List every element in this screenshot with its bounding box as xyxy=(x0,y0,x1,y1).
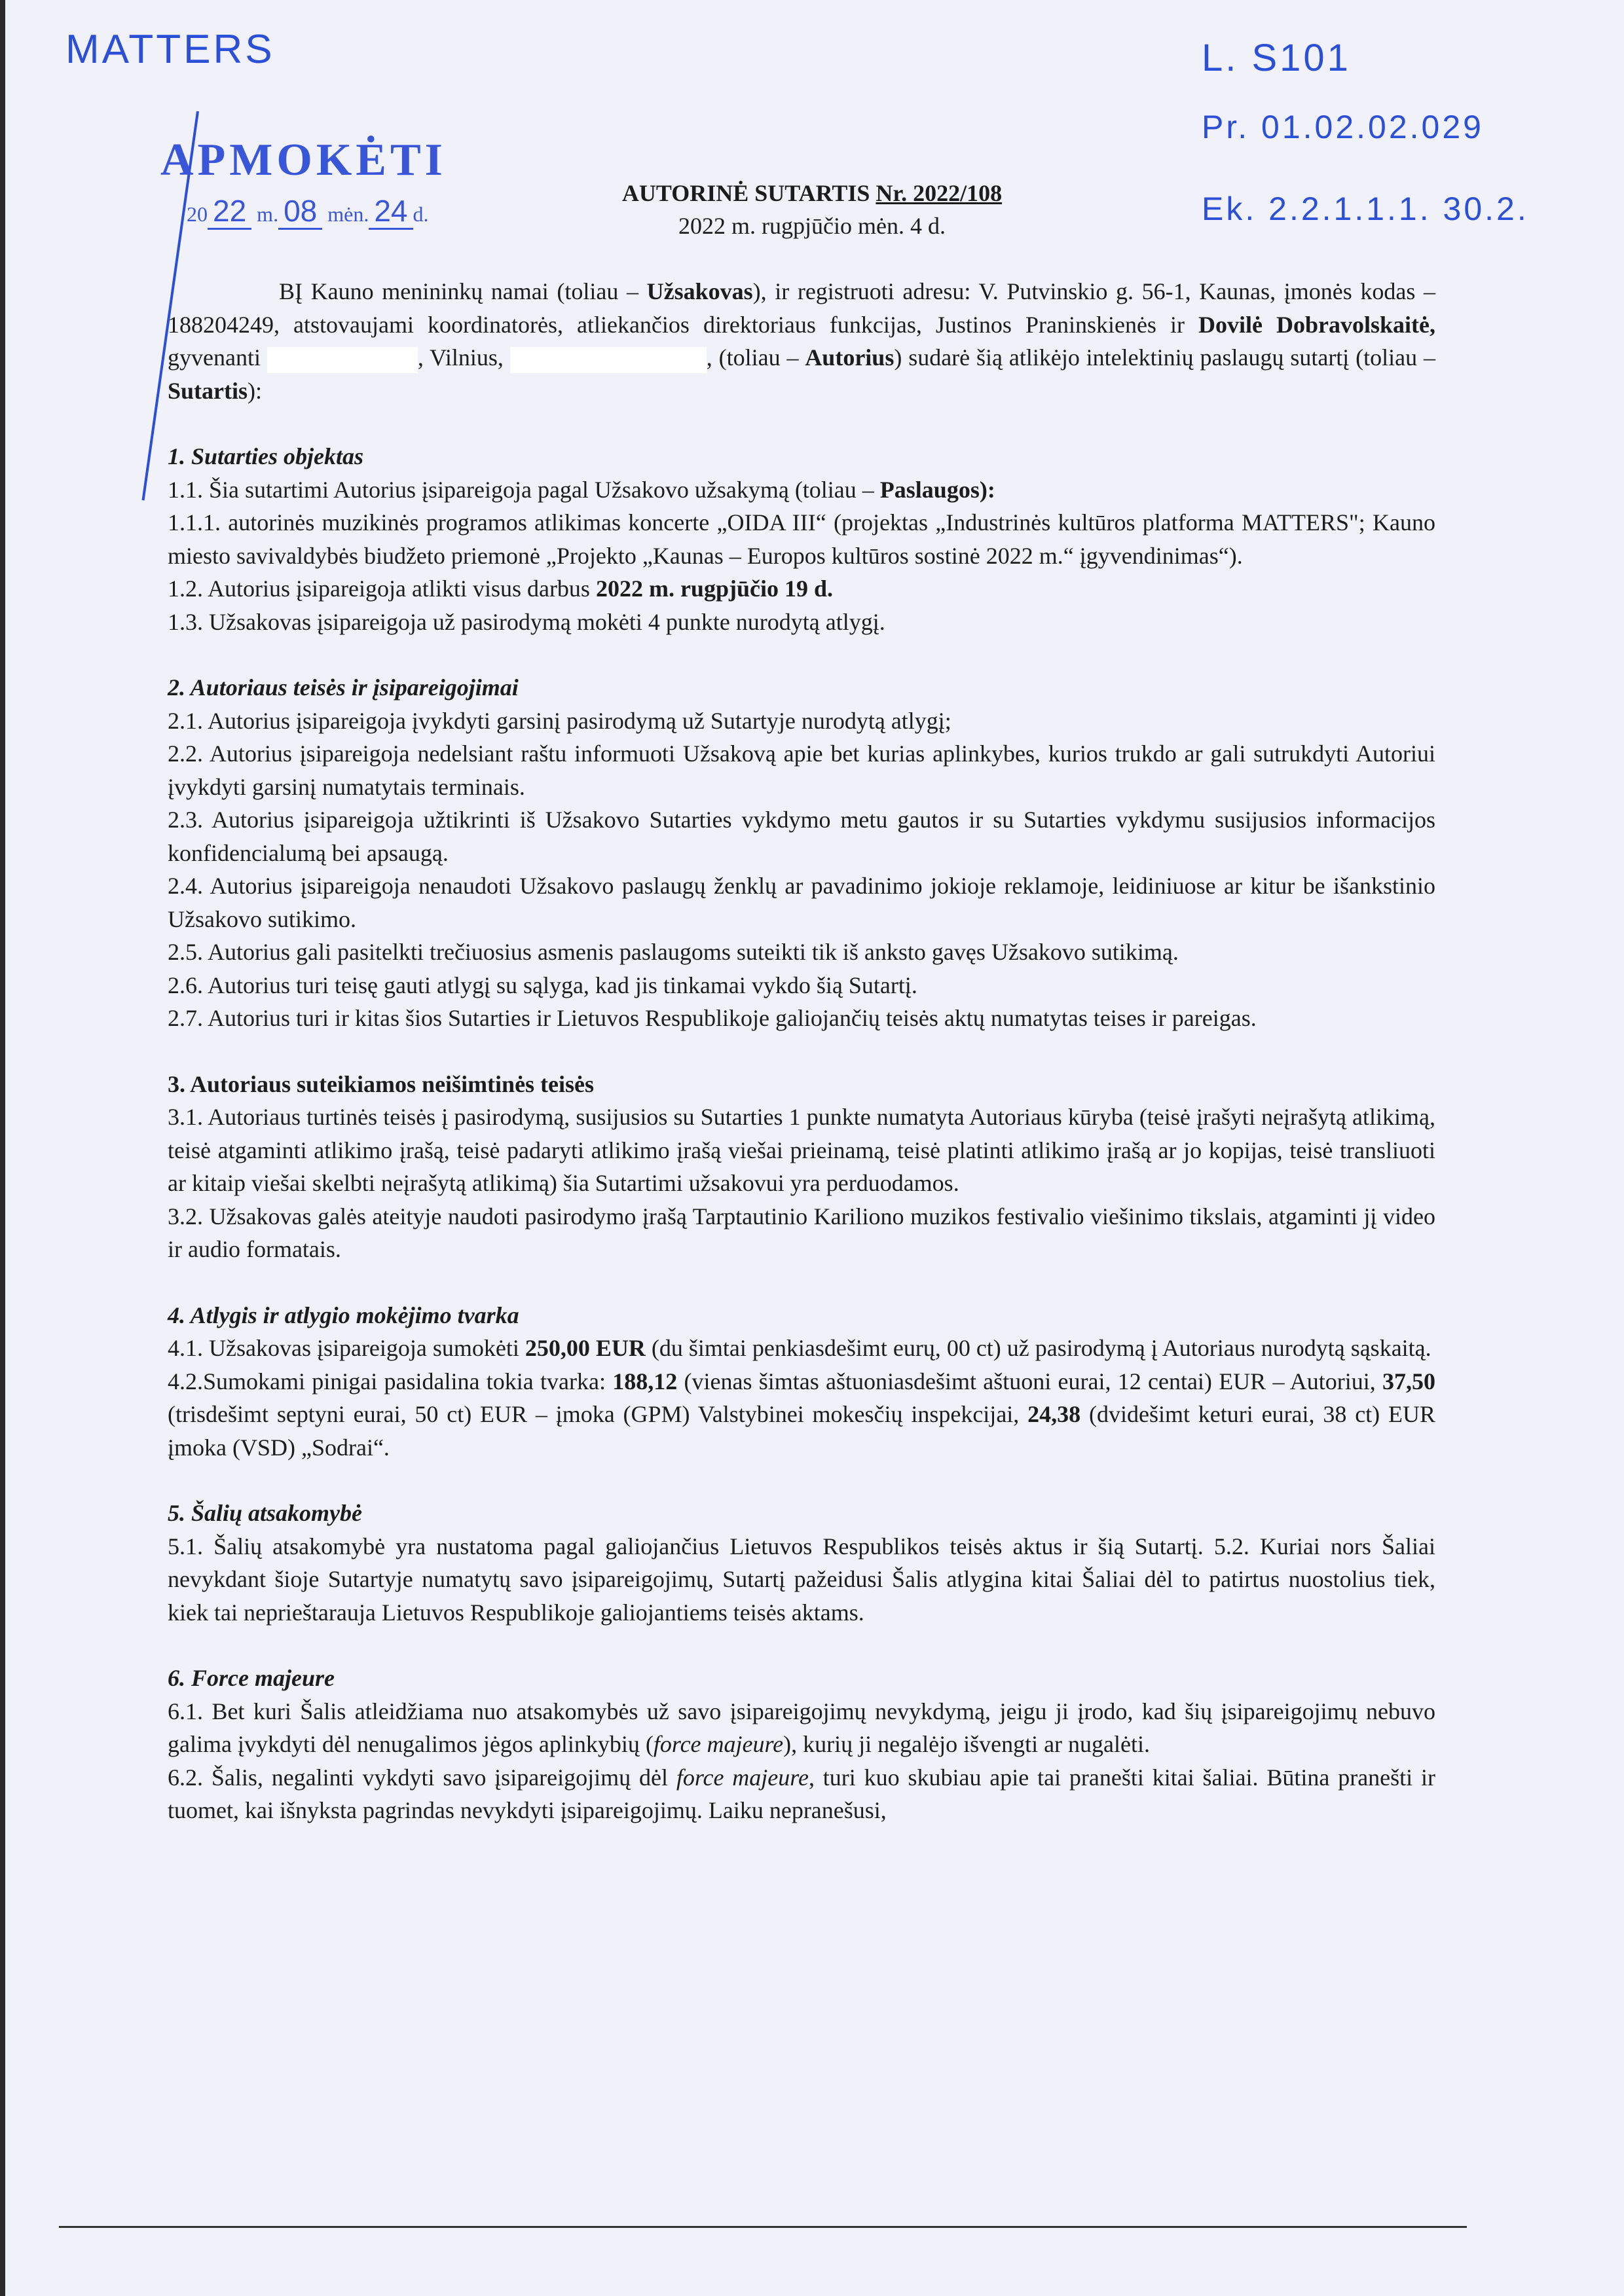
stamp-m: m. xyxy=(257,202,279,226)
stamp-month: 08 xyxy=(278,194,322,230)
bold-text: Dovilė Dobravolskaitė, xyxy=(1198,311,1436,338)
bold-text: 250,00 EUR xyxy=(525,1335,646,1361)
intro-paragraph xyxy=(168,275,1435,407)
text-segment: 2.6. Autorius turi teisę gauti atlygį su sąlyga, kad jis tinkamai vykdo šią Sutartį. xyxy=(168,972,917,998)
text-segment: (vienas šimtas aštuoniasdešimt aštuoni eurai, 12 centai) EUR – Autoriui, xyxy=(677,1368,1383,1394)
document-title xyxy=(0,177,1624,210)
payment-stamp: APMOKĖTI xyxy=(160,135,447,185)
clause-paragraph xyxy=(168,1761,1435,1827)
text-segment: 4.2.Sumokami pinigai pasidalina tokia tvarka: xyxy=(168,1368,613,1394)
italic-text: force majeure xyxy=(676,1764,809,1791)
bold-text: Sutartis xyxy=(168,377,248,404)
section-heading: 3. Autoriaus suteikiamos neišimtinės teisės xyxy=(168,1070,595,1097)
text-segment: ) sudarė šią atlikėjo intelektinių paslaugų sutartį (toliau – xyxy=(894,344,1436,371)
text-segment: 1.2. Autorius įsipareigoja atlikti visus darbus xyxy=(168,575,596,602)
clause-paragraph xyxy=(168,1530,1435,1630)
text-segment: 2.4. Autorius įsipareigoja nenaudoti Užsakovo paslaugų ženklų ar pavadinimo jokioje reklamoje, leidiniuose ar kitur be išankstinio Užsakovo sutikimo. xyxy=(168,873,1435,932)
document-body xyxy=(168,275,1435,1827)
page-bottom-line xyxy=(59,2226,1467,2228)
document-header xyxy=(0,177,1624,242)
clause-paragraph xyxy=(168,1200,1435,1266)
text-segment: 4.1. Užsakovas įsipareigoja sumokėti xyxy=(168,1335,525,1361)
clause-paragraph xyxy=(168,1332,1435,1365)
bold-text: Užsakovas xyxy=(646,278,753,304)
clause-paragraph xyxy=(168,869,1435,936)
text-segment: 2.7. Autorius turi ir kitas šios Sutarties ir Lietuvos Respublikoje galiojančių teisės aktų numatytas teises ir pareigas. xyxy=(168,1005,1257,1031)
clause-paragraph xyxy=(168,737,1435,803)
text-segment: , Vilnius, xyxy=(417,344,510,371)
text-segment: gyvenanti xyxy=(168,344,267,371)
section-heading: 6. Force majeure xyxy=(168,1665,335,1691)
text-segment: ), ir registruoti adresu: V. Putvinskio g. 56-1, Kaunas, įmonės kodas – 188204249, atstovaujami koordinatorės, atliekančios direktoriaus funkcijas, Justinos Praninskienės ir xyxy=(168,278,1435,338)
text-segment: (trisdešimt septyni eurai, 50 ct) EUR – įmoka (GPM) Valstybinei mokesčių inspekcijai, xyxy=(168,1401,1028,1427)
scan-edge xyxy=(0,0,5,2296)
bold-text: Autorius xyxy=(805,344,895,371)
bold-text: 188,12 xyxy=(612,1368,678,1394)
clause-paragraph xyxy=(168,1695,1435,1761)
text-segment: 1.1.1. autorinės muzikinės programos atlikimas koncerte „OIDA III“ (projektas „Industrinės kultūros platforma MATTERS"; Kauno miesto savivaldybės biudžeto priemonė „Projekto „Kaunas – Europos kultūros sostinė 2022 m.“ įgyvendinimas“). xyxy=(168,509,1435,569)
stamp-day: 24 xyxy=(369,194,413,230)
bold-text: Paslaugos): xyxy=(879,476,995,503)
contract-number: Nr. 2022/108 xyxy=(876,180,1003,206)
clause-paragraph xyxy=(168,572,1435,606)
section-heading: 2. Autoriaus teisės ir įsipareigojimai xyxy=(168,674,519,701)
bold-text: 37,50 xyxy=(1382,1368,1436,1394)
stamp-d: d. xyxy=(413,202,429,226)
section-heading: 1. Sutarties objektas xyxy=(168,443,364,469)
redacted-field xyxy=(267,347,418,373)
stamp-year: 22 xyxy=(208,194,251,230)
clause-paragraph xyxy=(168,803,1435,869)
text-segment: 1.1. Šia sutartimi Autorius įsipareigoja pagal Užsakovo užsakymą (toliau – xyxy=(168,476,880,503)
text-segment: (du šimtai penkiasdešimt eurų, 00 ct) už pasirodymą į Autoriaus nurodytą sąskaitą. xyxy=(645,1335,1431,1361)
stamp-year-prefix: 20 xyxy=(187,202,208,226)
clause-paragraph xyxy=(168,1365,1435,1465)
text-segment: 5.1. Šalių atsakomybė yra nustatoma pagal galiojančius Lietuvos Respublikos teisės aktus ir šią Sutartį. 5.2. Kuriai nors Šaliai nevykdant šioje Sutartyje numatytų savo įsipareigojimų, Sutartį pažeidusi Šalis atlygina kitai Šaliai dėl to patirtus nuostolius tiek, kiek tai neprieštarauja Lietuvos Respublikoje galiojantiems teisės aktams. xyxy=(168,1533,1435,1626)
text-segment: ): xyxy=(248,377,263,404)
clause-paragraph xyxy=(168,1101,1435,1200)
clause-paragraph xyxy=(168,606,1435,639)
handwritten-ref-2: Pr. 01.02.02.029 xyxy=(1202,109,1484,145)
text-segment: 6.1. Bet kuri Šalis atleidžiama nuo atsakomybės už savo įsipareigojimų nevykdymą, jeigu ji įrodo, kad šių įsipareigojimų nebuvo galima įvykdyti dėl nenugalimos jėgos aplinkybių ( xyxy=(168,1698,1435,1757)
title-text: AUTORINĖ SUTARTIS xyxy=(621,180,876,206)
text-segment: 2.1. Autorius įsipareigoja įvykdyti garsinį pasirodymą už Sutartyje nurodytą atlygį; xyxy=(168,707,951,734)
redacted-field xyxy=(510,347,707,373)
bold-text: 24,38 xyxy=(1027,1401,1081,1427)
clause-paragraph xyxy=(168,969,1435,1002)
text-segment: 1.3. Užsakovas įsipareigoja už pasirodymą mokėti 4 punkte nurodytą atlygį. xyxy=(168,608,885,635)
handwritten-ref-3: Ek. 2.2.1.1.1. 30.2. xyxy=(1202,191,1529,227)
handwritten-matters: MATTERS xyxy=(65,27,275,72)
text-segment: 6.2. Šalis, negalinti vykdyti savo įsipareigojimų dėl xyxy=(168,1764,676,1791)
clause-paragraph xyxy=(168,704,1435,738)
text-segment: 2.3. Autorius įsipareigoja užtikrinti iš Užsakovo Sutarties vykdymo metu gautos ir su Sutarties vykdymu susijusios informacijos konfidencialumą bei apsaugą. xyxy=(168,807,1435,866)
handwritten-ref-1: L. S101 xyxy=(1202,37,1351,79)
text-segment: 3.1. Autoriaus turtinės teisės į pasirodymą, susijusios su Sutarties 1 punkte numatyta Autoriaus kūryba (teisė įrašyti neįrašytą atlikimą, teisė atgaminti atlikimo įrašą, teisė padaryti atlikimo įrašą viešai prieinamą, teisė platinti atlikimo įrašą ar jo kopijas, teisė transliuoti ar kitaip viešai skelbti neįrašytą atlikimą) šia Sutartimi užsakovui yra perduodamos. xyxy=(168,1104,1435,1196)
italic-text: force majeure xyxy=(653,1731,784,1757)
document-date: 2022 m. rugpjūčio mėn. 4 d. xyxy=(678,213,946,239)
clause-paragraph xyxy=(168,506,1435,572)
section-heading: 5. Šalių atsakomybė xyxy=(168,1500,363,1526)
text-segment: (dvidešimt keturi eurai, 38 ct) EUR įmoka (VSD) „Sodrai“. xyxy=(168,1401,1436,1461)
clause-paragraph xyxy=(168,473,1435,507)
text-segment: , (toliau – xyxy=(706,344,805,371)
clause-paragraph xyxy=(168,936,1435,969)
text-segment: ), kurių ji negalėjo išvengti ar nugalėti. xyxy=(783,1731,1151,1757)
bold-text: 2022 m. rugpjūčio 19 d. xyxy=(595,575,833,602)
section-heading: 4. Atlygis ir atlygio mokėjimo tvarka xyxy=(168,1302,519,1328)
text-segment: 2.5. Autorius gali pasitelkti trečiuosius asmenis paslaugoms suteikti tik iš anksto gavęs Užsakovo sutikimą. xyxy=(168,939,1179,965)
text-segment: , turi kuo skubiau apie tai pranešti kitai šaliai. Būtina pranešti ir tuomet, kai išnyksta pagrindas nevykdyti įsipareigojimų. Laiku nepranešusi, xyxy=(168,1764,1435,1823)
text-segment: BĮ Kauno menininkų namai (toliau – xyxy=(279,278,647,304)
stamp-men: mėn. xyxy=(327,202,369,226)
text-segment: 2.2. Autorius įsipareigoja nedelsiant raštu informuoti Užsakovą apie bet kurias aplinkybes, kurios trukdo ar gali sutrukdyti Autoriui įvykdyti garsinį numatytais terminais. xyxy=(168,740,1435,800)
text-segment: 3.2. Užsakovas galės ateityje naudoti pasirodymo įrašą Tarptautinio Kariliono muzikos festivalio viešinimo tikslais, atgaminti jį video ir audio formatais. xyxy=(168,1203,1435,1262)
clause-paragraph xyxy=(168,1002,1435,1035)
